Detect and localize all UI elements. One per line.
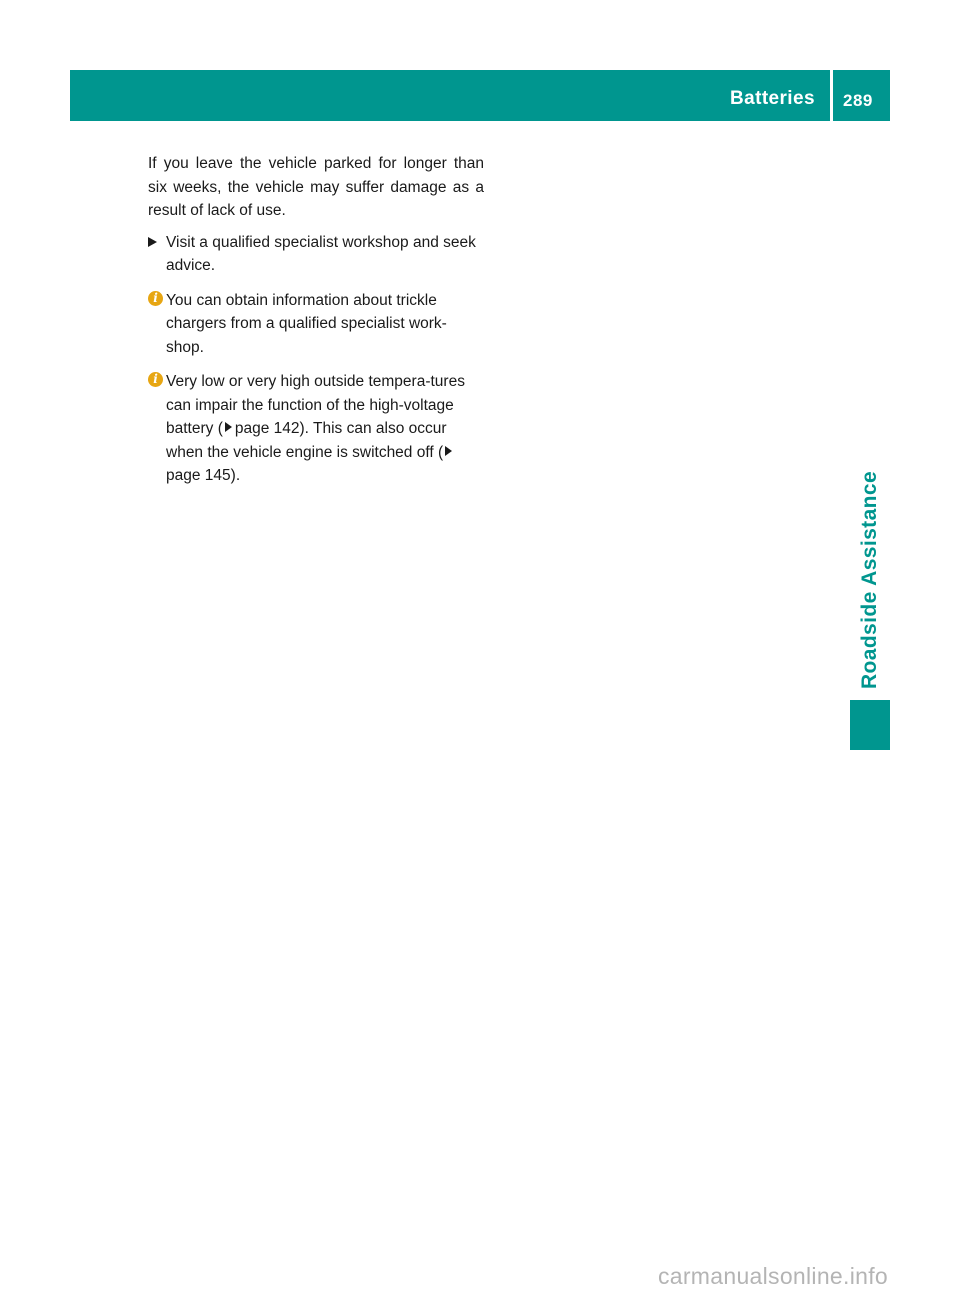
step-text: Visit a qualified specialist workshop and seek advice. (166, 233, 476, 274)
page-reference-link[interactable]: page 142 (234, 420, 300, 437)
info-note-text-part: Very low or very high outside tempera-tures can impair the function of the high-voltage battery ( (166, 373, 465, 437)
page-number: 289 (843, 91, 873, 110)
chapter-tab-marker (850, 700, 890, 750)
info-note-trickle-chargers (148, 289, 484, 360)
page-reference-arrow-icon (225, 422, 232, 432)
step-arrow-icon (148, 237, 157, 247)
page-content (148, 152, 484, 499)
info-note-temperature (148, 370, 484, 488)
info-note-text: You can obtain information about trickle chargers from a qualified specialist work-shop. (166, 291, 447, 356)
info-note-text-part: ). (230, 467, 241, 484)
instruction-step (148, 231, 484, 278)
section-title: Batteries (730, 88, 815, 109)
info-icon: i (148, 291, 163, 306)
page-reference-arrow-icon (445, 446, 452, 456)
intro-paragraph: If you leave the vehicle parked for longer than six weeks, the vehicle may suffer damage as a result of lack of use. (148, 155, 484, 219)
header-divider (830, 70, 833, 121)
chapter-tab-label: Roadside Assistance (858, 470, 881, 690)
page-reference-link[interactable]: page 145 (166, 467, 231, 484)
info-icon: i (148, 372, 163, 387)
info-note-text-part: ). This can also occur when the vehicle engine is switched off ( (166, 420, 447, 461)
watermark: carmanualsonline.info (657, 1263, 888, 1289)
